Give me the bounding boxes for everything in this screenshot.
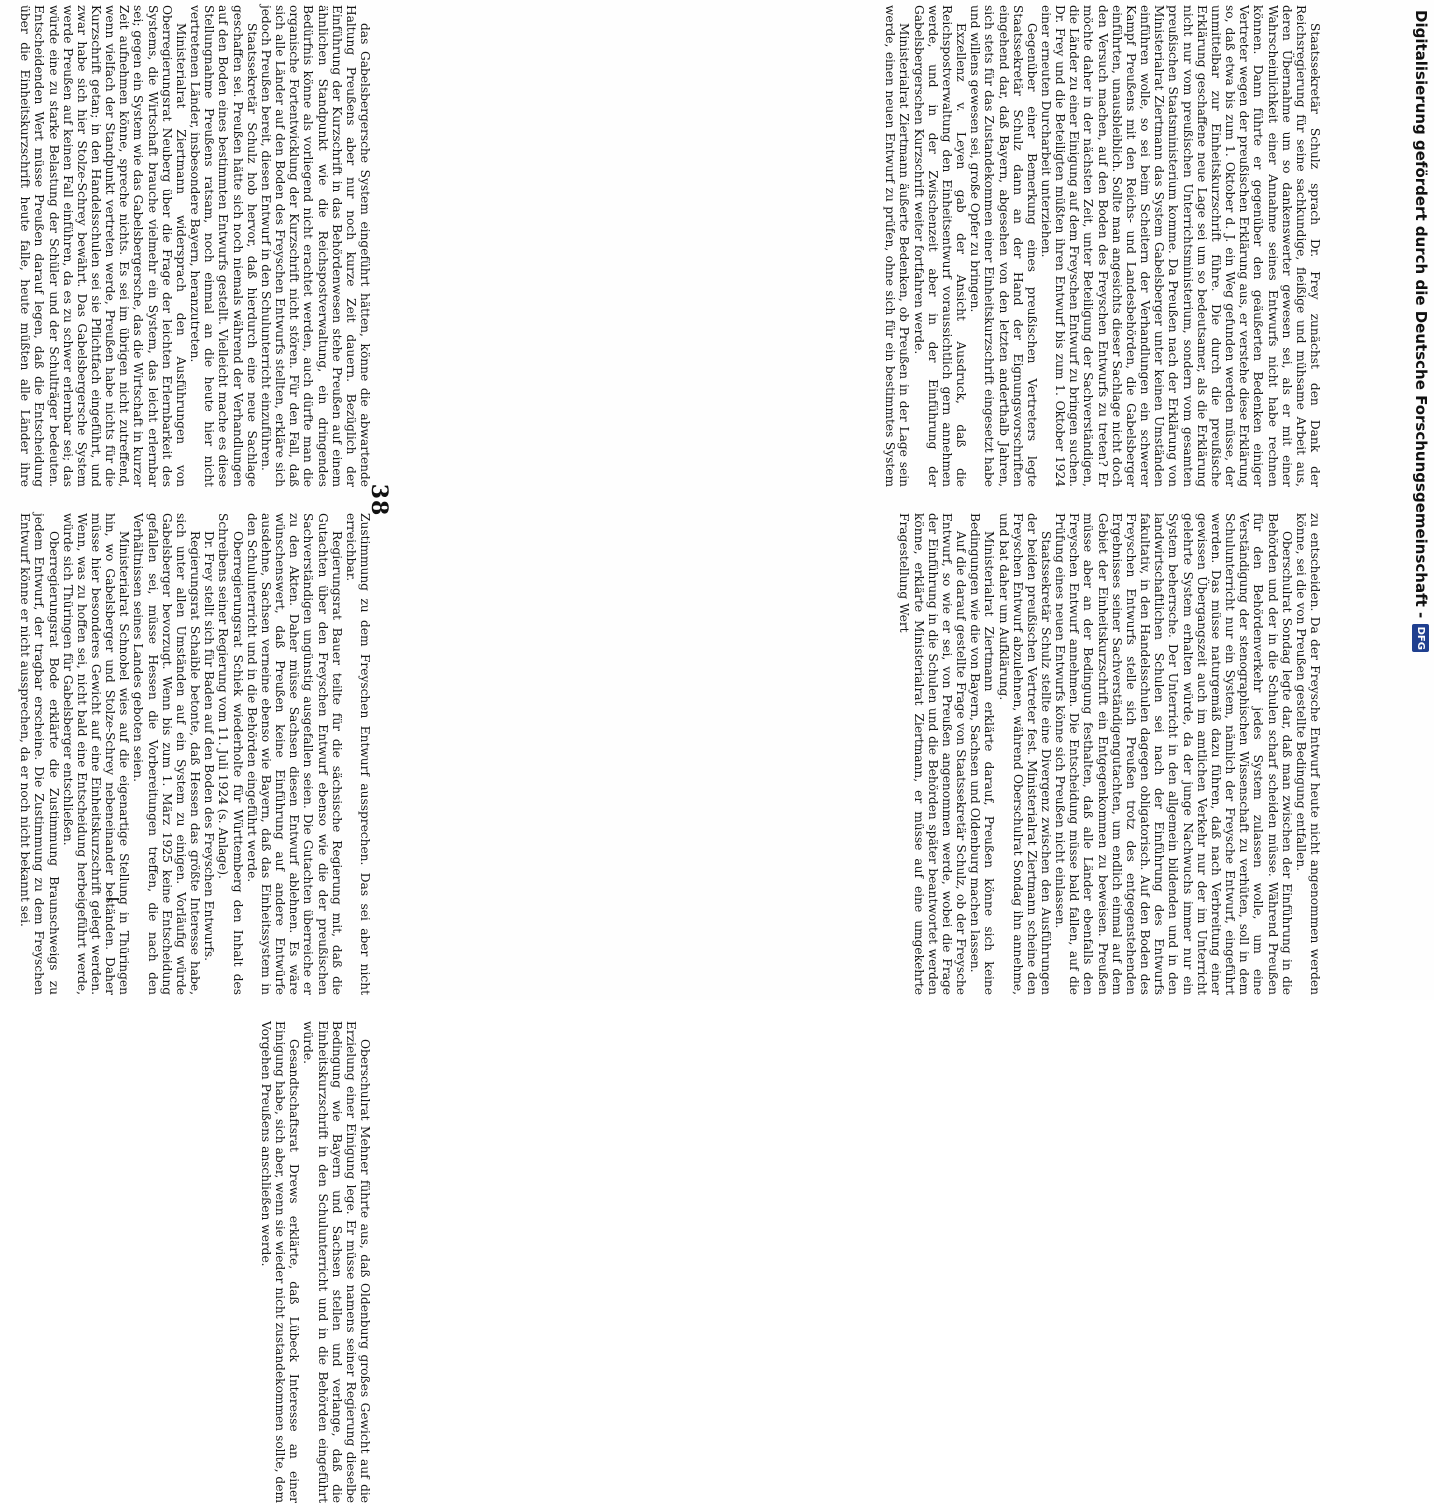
credit-text: Digitalisierung gefördert durch die Deutsche Forschungsgemeinschaft -: [1412, 10, 1430, 619]
paragraph: Ministerialrat Ziertmann erklärte darauf, Preußen könne sich keine Bedingungen wie die von Bayern, Sachsen und Oldenburg machen lassen.: [968, 513, 997, 995]
paragraph: Staatssekretär Schulz stellte eine Divergenz zwischen den Ausführungen der beiden preußischen Vertreter fest. Ministerialrat Ziertmann scheine den Freyschen Entwurf abzulehnen, während Oberschulrat Sondag ihn annehme, und bat daher um Aufklärung.: [996, 513, 1054, 995]
paragraph: Oberregierungsrat Schiek wiederholte für Württemberg den Inhalt des Schreibens seiner Regierung vom 11. Juli 1924 (s. Anlage).: [216, 513, 245, 995]
paragraph: Oberregierungsrat Bode erklärte die Zustimmung Braunschweigs zu jedem Entwurf, der tragbar erscheine. Die Zustimmung zu dem Freyschen Entwurf könne er nicht aussprechen, da er noch nicht bekannt sei.: [18, 513, 61, 995]
page-number: 38: [366, 483, 392, 517]
paragraph: Staatssekretär Schulz sprach Dr. Frey zunächst den Dank der Reichsregierung für seine sachkundige, fleißige und mühsame Arbeit aus, deren Übernahme um so dankenswerter gewesen sei, als er mit einer Wahrscheinlichkeit einer Annahme seines Entwurfs nicht habe rechnen können. Dann führte er gegenüber den geäußerten Bedenken einiger Vertreter wegen der preußischen Erklärung aus, er verstehe diese Erklärung so, daß etwa bis zum 1. Oktober d. J. ein Weg gefunden werden müsse, der unmittelbar zur Einheitskurzschrift führe. Die durch die preußische Erklärung geschaffene neue Lage sei um so bedeutsamer, als die Erklärung nicht nur vom preußischen Unterrichtsministerium, sondern vom gesamten preußischen Staatsministerium komme. Da Preußen nach der Erklärung von Ministerialrat Ziertmann das System Gabelsberger unter keinen Umständen einführen wolle, so sei beim Scheitern der Verhandlungen ein schwerer Kampf Preußens mit den Reichs- und Landesbehörden, die Gabelsberger einführten, unausbleiblich. Sollte man angesichts dieser Sachlage nicht doch den Versuch machen, auf den Boden des Freyschen Entwurfs zu treten? Er möchte daher in der nächsten Zeit, unter Beteiligung der Sachverständigen, die Länder zu einer Einigung auf dem Freyschen Entwurf zu bringen suchen. Dr. Frey und die Beteiligten müßten ihren Entwurf bis zum 1. Oktober 1924 einer erneuten Durcharbeit unterziehen.: [1039, 5, 1322, 487]
paragraph: Auf die darauf gestellte Frage von Staatssekretär Schulz, ob der Freysche Entwurf, so wie er sei, von Preußen angenommen werde, wobei die Frage der Einführung in die Schulen und die Behörden später beantwortet werden könne, erklärte Ministerialrat Ziertmann, er müsse auf eine umgekehrte Fragestellung Wert: [897, 513, 969, 995]
text-column-upper-left: [10, 5, 372, 1503]
paragraph: Exzellenz v. Leyen gab der Ansicht Ausdruck, daß die Reichspostverwaltung den Einheitsentwurf voraussichtlich gern annehmen werde, und in der Zwischenzeit aber in der Einführung der Gabelsbergerschen Kurzschrift weiter fortfahren werde.: [911, 5, 969, 487]
paragraph: Staatssekretär Schulz hob hervor, daß hierdurch eine neue Sachlage geschaffen sei. Preußen hätte sich noch niemals während der Verhandlungen auf den Boden eines bestimmten Entwurfs gestellt. Vielleicht mache es diese Stellungnahme Preußens ratsam, noch einmal an die heute hier nicht vertretenen Länder, insbesondere Bayern, heranzutreten.: [188, 5, 259, 487]
paragraph: Gesandtschaftsrat Drews erklärte, daß Lübeck Interesse an einer Einigung habe, sich aber, wenn sie wieder nicht zustandekommen sollte, dem Vorgehen Preußens anschließen werde.: [258, 1021, 302, 1503]
paragraph: Ministerialrat Ziertmann äußerte Bedenken, ob Preußen in der Lage sein werde, einen neuen Entwurf zu prüfen, ohne sich für ein bestimmtes System zu entscheiden. Da der Freysche Entwurf heute nicht angenommen werden könne, sei die von Preußen gestellte Bedingung entfallen.: [883, 5, 1322, 995]
paragraph: Dr. Frey stellt sich für Baden auf den Boden des Freyschen Entwurfs.: [202, 531, 217, 961]
paragraph: Oberschulrat Mehner führte aus, daß Oldenburg großes Gewicht auf die Erzielung einer Einigung lege. Er müsse namens seiner Regierung dieselbe Bedingung wie Bayern und Sachsen stellen und verlange, daß die Einheitskurzschrift in den Schulunterricht und in die Behörden eingeführt würde.: [301, 1021, 372, 1503]
paragraph: Gegenüber einer Bemerkung eines preußischen Vertreters legte Staatssekretär Schulz dann an der Hand der Eignungsvorschriften eingehend dar, daß Bayern, abgesehen von den letzten anderthalb Jahren, sich stets für das Zustandekommen einer Einheitskurzschrift eingesetzt habe und willens gewesen sei, große Opfer zu bringen.: [968, 5, 1039, 487]
digitization-credit-bar: [1404, 0, 1434, 1000]
paragraph: Oberschulrat Sondag legte dar, daß man zwischen der Einführung in die Behörden und der in die Schulen scharf scheiden müsse. Während Preußen für den Behördenverkehr jedes System zulassen wolle, um eine Verständigung der stenographischen Wissenschaft zu verhüten, soll in dem Schulunterricht nur ein System, nämlich der Freysche Entwurf, eingeführt werden. Das müsse naturgemäß dazu führen, daß nach Verbreitung einer gewissen Übergangszeit auch im amtlichen Verkehr nur der im Unterricht gelehrte System erhalten würde, da der junge Nachwuchs immer nur ein System beherrsche. Der Unterricht in den allgemein bildenden und in den landwirtschaftlichen Schulen sei nach der Einführung des Entwurfs fakultativ, in den Handelsschulen dagegen obligatorisch. Auf den Boden des Freyschen Entwurfs stelle sich Preußen trotz des entgegenstehenden Ergebnisses seiner Sachverständigengutachten, um endlich einmal auf dem Gebiet der Einheitskurzschrift ein Entgegenkommen zu beweisen. Preußen müsse aber an der Bedingung festhalten, daß alle Länder ebenfalls den Freyschen Entwurf annehmen. Die Entscheidung müsse bald fallen, auf die Prüfung eines neuen Entwurfs könne sich Preußen nicht einlassen.: [1053, 513, 1294, 995]
paragraph: Ministerialrat Schnobel wies auf die eigenartige Stellung in Thüringen hin, wo Gabelsberger und Stolze-Schrey nebeneinander beständen. Daher müsse hier besonderes Gewicht auf eine Einheitskurzschrift gelegt werden. Wenn, was zu hoffen sei, nicht bald eine Entscheidung herbeigeführt werde, würde sich Thüringen für Gabelsberger entschließen.: [60, 513, 132, 995]
digitization-credit: [1412, 10, 1430, 652]
text-column-right: [407, 5, 1322, 995]
paragraph: Regierungsrat Schaible betonte, daß Hessen das größte Interesse habe, sich unter allen Umständen auf ein System zu einigen. Vorläufig würde Gabelsberger bevorzugt. Wenn bis zum 1. März 1925 keine Entscheidung gefallen sei, müsse Hessen die Vorbereitungen treffen, die nach den Verhältnissen seines Landes geboten seien.: [131, 513, 203, 995]
paragraph: Regierungsrat Bauer teilte für die sächsische Regierung mit, daß die Gutachten über den Freyschen Entwurf ebenso wie die der preußischen Sachverständigen ungünstig ausgefallen seien. Die Gutachten überreiche er zu den Akten. Daher müsse Sachsen diesen Entwurf ablehnen. Es wäre wünschenswert, daß Preußen keine Einführung auf andere Entwürfe ausdehne, Sachsen verneine ebenso wie Bayern, daß das Einheitssystem in den Schulunterricht und in die Behörden eingeführt werde.: [244, 513, 344, 995]
paragraph: das Gabelsbergersche System eingeführt hätten, könne die abwartende Haltung Preußens aber nur noch kurze Zeit dauern. Bezüglich der Einführung der Kurzschrift in das Behördenwesen stehe Preußen auf einem ähnlichen Standpunkt wie die Reichspostverwaltung, ein dringendes Bedürfnis könne als vorliegend nicht erachtet werden, auch dürfte man die organische Fortentwicklung der Kurzschrift nicht stören. Für den Fall, daß sich alle Länder auf den Boden des Freyschen Entwurfs stellten, erkläre sich jedoch Preußen bereit, diesen Entwurf in den Schulunterricht einzuführen.: [258, 5, 372, 487]
dfg-logo: DFG: [1413, 624, 1430, 652]
paragraph: Ministerialrat Ziertmann widersprach den Ausführungen von Oberregierungsrat Neuberg über die Frage der leichten Erlernbarkeit des Systems, die Wirtschaft brauche vielmehr ein System, das leicht erlernbar sei; gegen ein System wie das Gabelsbergersche, das die Wirtschaft in kurzer Zeit aufnehmen könne, spreche nichts. Es sei im übrigen nicht zutreffend, wenn vielfach der Standpunkt vertreten werde, Preußen habe nichts für die Kurzschrift getan; in den Handelsschulen sei sie Pflichtfach eingeführt, und zwar habe sich hier Stolze-Schrey bewährt. Das Gabelsbergersche System werde Preußen auf keinen Fall einführen, da es zu schwer erlernbar sei; das würde eine zu starke Belastung der Schüler und der Schulträger bedeuten. Entscheidenden Wert müsse Preußen darauf legen, daß die Entscheidung über die Einheitskurzschrift heute falle, heute müßten alle Länder ihre Zustimmung zu dem Freyschen Entwurf aussprechen. Das sei aber nicht erreichbar.: [18, 5, 372, 995]
